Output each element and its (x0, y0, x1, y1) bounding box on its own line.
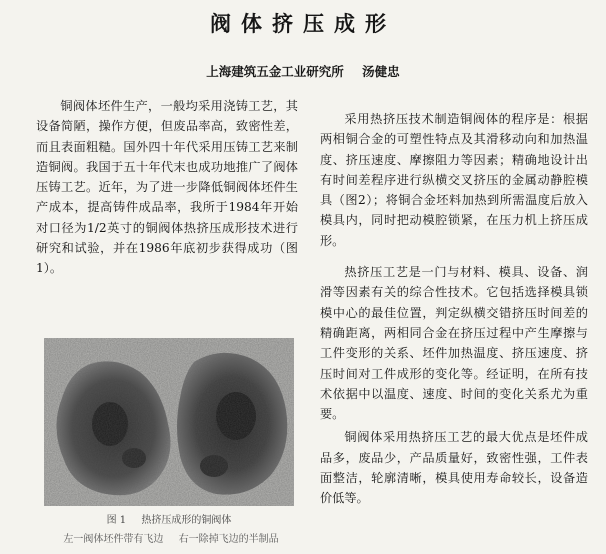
paragraph: 铜阀体采用热挤压工艺的最大优点是坯件成品多，废品少，产品质量好，致密性强，工件表面整洁，轮廓清晰，模具使用寿命较长，设备造价低等。 (320, 430, 588, 506)
author-name: 汤健忠 (362, 64, 400, 79)
brass-valve-bodies-photo (44, 338, 294, 506)
paragraph: 采用热挤压技术制造铜阀体的程序是：根据两相铜合金的可塑性特点及其滑移动向和加热温度、挤压速度、摩擦阻力等因素；精确地设计出有时间差程序进行纵横交叉挤压的金属动静腔模具（图2）；将铜合金坯料加热到所需温度后放入模具内，同时把动模腔锁紧，在压力机上挤压成形。 (320, 112, 588, 248)
figure-subcaption (40, 530, 302, 545)
paragraph: 热挤压工艺是一门与材料、模具、设备、润滑等因素有关的综合性技术。它包括选择模具锁模中心的最佳位置，判定纵横交错挤压时间差的精确距离，两相同合金在挤压过程中产生摩擦与工件变形的关系、坯件加热温度、挤压速度、挤压时间对工件成形的变化等。经证明，在所有技术依据中以温度、速度、时间的变化关系尤为重要。 (320, 265, 588, 422)
figure-left-label: 左一阀体坯件带有飞边 (63, 534, 164, 545)
figure-number: 图 1 (106, 515, 127, 526)
figure-right-label: 右一除掉飞边的半制品 (178, 534, 279, 545)
left-column (36, 96, 298, 279)
author-affiliation: 上海建筑五金工业研究所 (206, 64, 344, 79)
article-title: 阀体挤压成形 (210, 11, 396, 36)
figure-photo (44, 338, 294, 506)
byline (0, 62, 606, 80)
figure-caption-text: 热挤压成形的铜阀体 (141, 515, 232, 526)
figure-caption (44, 511, 294, 526)
right-column (320, 109, 588, 509)
paragraph: 铜阀体坯件生产，一般均采用浇铸工艺，其设备简陋，操作方便，但废品率高，致密性差，而且表面粗糙。国外四十年代采用压铸工艺来制造铜阀。我国于五十年代末也成功地推广了阀体压铸工艺。近年，为了进一步降低铜阀体坯件生产成本，提高铸件成品率，我所于1984年开始对口径为1/2英寸的铜阀体热挤压成形技术进行研究和试验，并在1986年底初步获得成功（图1）。 (36, 99, 298, 276)
